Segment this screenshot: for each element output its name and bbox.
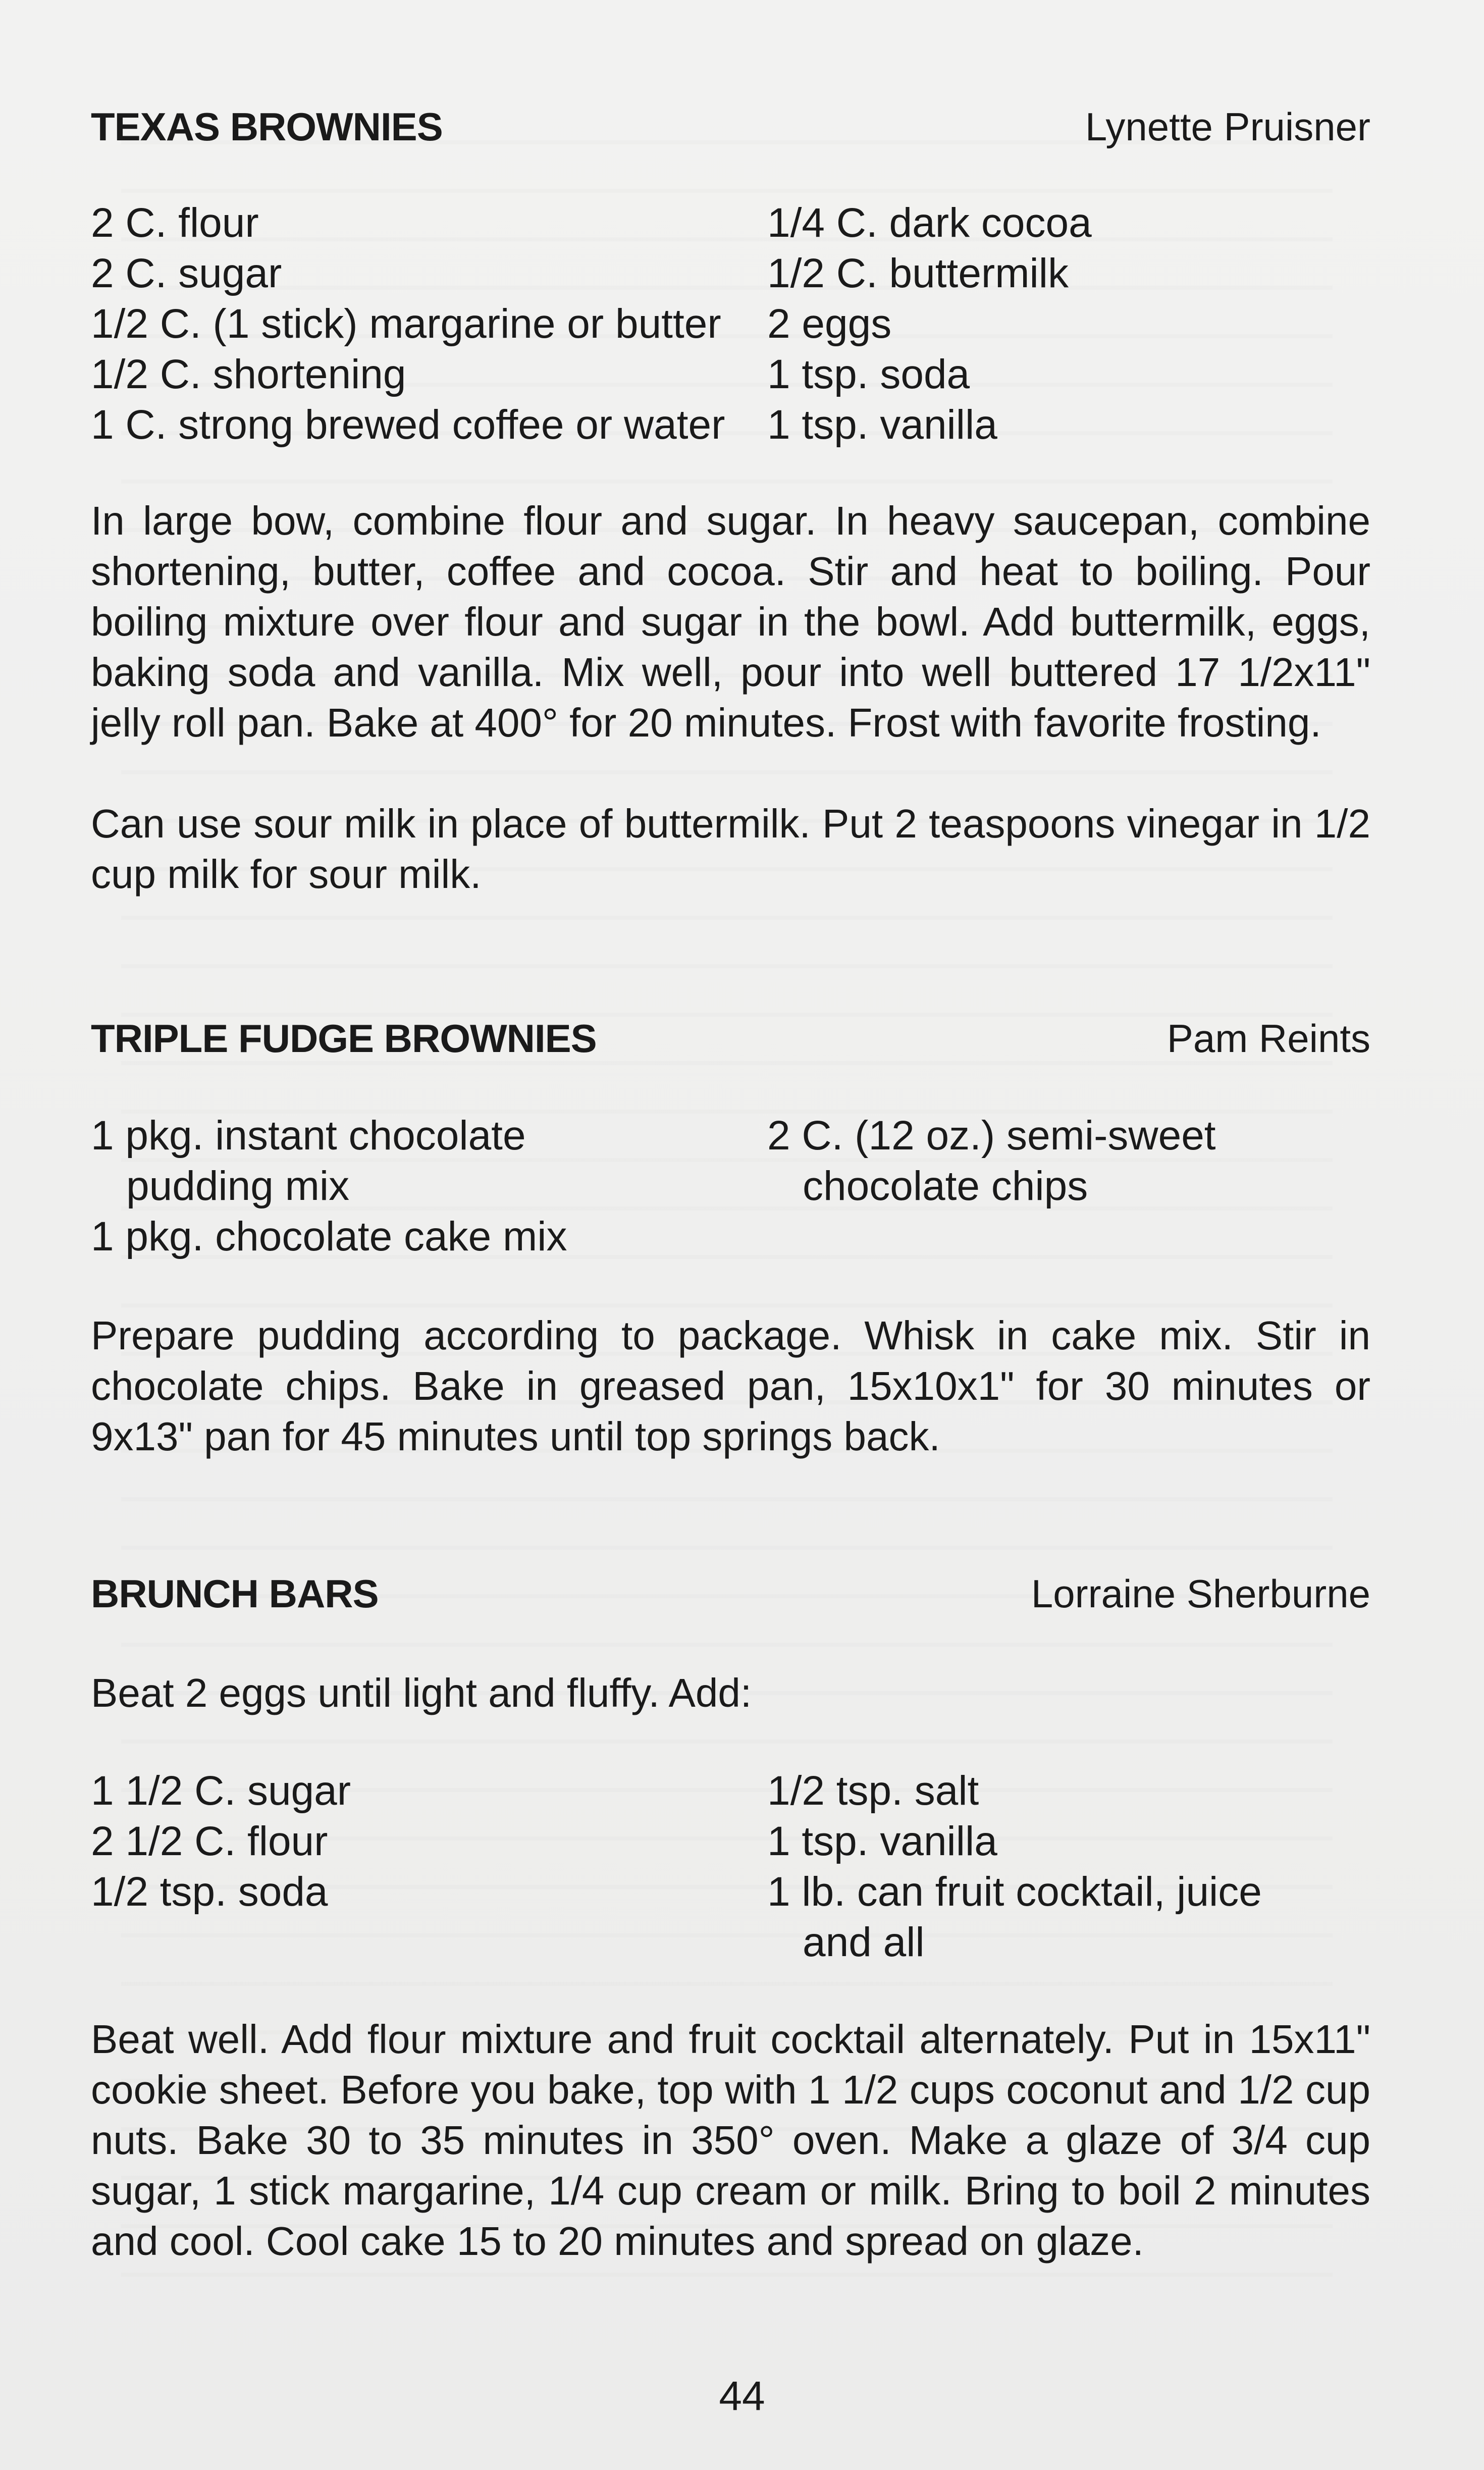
ingredient: 1 tsp. soda [767,351,970,397]
ingredient: 2 eggs [767,301,892,347]
ingredients-list [91,1766,1370,1968]
recipe-title: BRUNCH BARS [91,1571,379,1616]
ingredient: 1 tsp. vanilla [767,402,997,448]
ingredients-right-column [767,1111,1370,1262]
ingredient: 1/2 tsp. salt [767,1768,979,1814]
ingredient: 1/2 C. shortening [91,351,406,397]
ingredients-list [91,1111,1370,1262]
ingredients-right-column [767,198,1370,450]
ingredient-continuation: and all [803,1919,925,1965]
recipe-triple-fudge-brownies [91,1016,1370,1462]
page-number: 44 [719,2373,765,2419]
ingredient: 1/2 C. buttermilk [767,250,1069,296]
ingredient-continuation: chocolate chips [803,1163,1088,1209]
ingredient: 1/2 C. (1 stick) margarine or butter [91,301,721,347]
recipe-intro: Beat 2 eggs until light and fluffy. Add: [91,1670,752,1715]
ingredients-right-column [767,1766,1370,1968]
ingredients-left-column [91,198,767,450]
ingredient: 2 C. sugar [91,250,282,296]
ingredient: 2 C. flour [91,200,259,246]
recipe-directions: In large bow, combine flour and sugar. In heavy saucepan, combine shortening, butter, coffee and cocoa. Stir and heat to boiling. Pour boiling mixture over flour and sugar in the bowl. Add buttermilk, eggs, baking soda and vanilla. Mix well, pour into well buttered 17 1/2x11" jelly roll pan. Bake at 400° for 20 minutes. Frost with favorite frosting. [91,498,1370,745]
recipe-header [91,1016,1370,1061]
recipe-header [91,1571,1370,1616]
recipe-title: TRIPLE FUDGE BROWNIES [91,1016,597,1061]
recipe-author: Pam Reints [1167,1016,1370,1061]
ingredient: 2 1/2 C. flour [91,1818,328,1864]
recipe-header [91,104,1370,149]
ingredients-left-column [91,1766,767,1968]
recipe-title: TEXAS BROWNIES [91,104,443,149]
recipe-brunch-bars [91,1571,1370,2267]
recipe-note: Can use sour milk in place of buttermilk. Put 2 teaspoons vinegar in 1/2 cup milk for sour milk. [91,801,1370,897]
recipe-texas-brownies [91,104,1370,900]
ingredient: 1 1/2 C. sugar [91,1768,351,1814]
ingredient: 1 lb. can fruit cocktail, juice [767,1869,1262,1915]
ingredient: 1/2 tsp. soda [91,1869,328,1915]
ingredients-left-column [91,1111,767,1262]
ingredient: 1/4 C. dark cocoa [767,200,1092,246]
ingredient: 1 pkg. chocolate cake mix [91,1214,567,1259]
ingredients-list [91,198,1370,450]
ingredient: 1 tsp. vanilla [767,1818,997,1864]
recipe-author: Lynette Pruisner [1085,104,1370,149]
ingredient: 2 C. (12 oz.) semi-sweet [767,1113,1216,1159]
ingredient: 1 pkg. instant chocolate [91,1113,526,1159]
recipe-directions: Beat well. Add flour mixture and fruit cocktail alternately. Put in 15x11" cookie sheet. Before you bake, top with 1 1/2 cups coconut and 1/2 cup nuts. Bake 30 to 35 minutes in 350° oven. Make a glaze of 3/4 cup sugar, 1 stick margarine, 1/4 cup cream or milk. Bring to boil 2 minutes and cool. Cool cake 15 to 20 minutes and spread on glaze. [91,2017,1370,2264]
recipe-author: Lorraine Sherburne [1031,1571,1370,1616]
recipe-directions: Prepare pudding according to package. Whisk in cake mix. Stir in chocolate chips. Bake in greased pan, 15x10x1" for 30 minutes or 9x13" pan for 45 minutes until top springs back. [91,1313,1370,1459]
ingredient-continuation: pudding mix [126,1163,350,1209]
ingredient: 1 C. strong brewed coffee or water [91,402,725,448]
